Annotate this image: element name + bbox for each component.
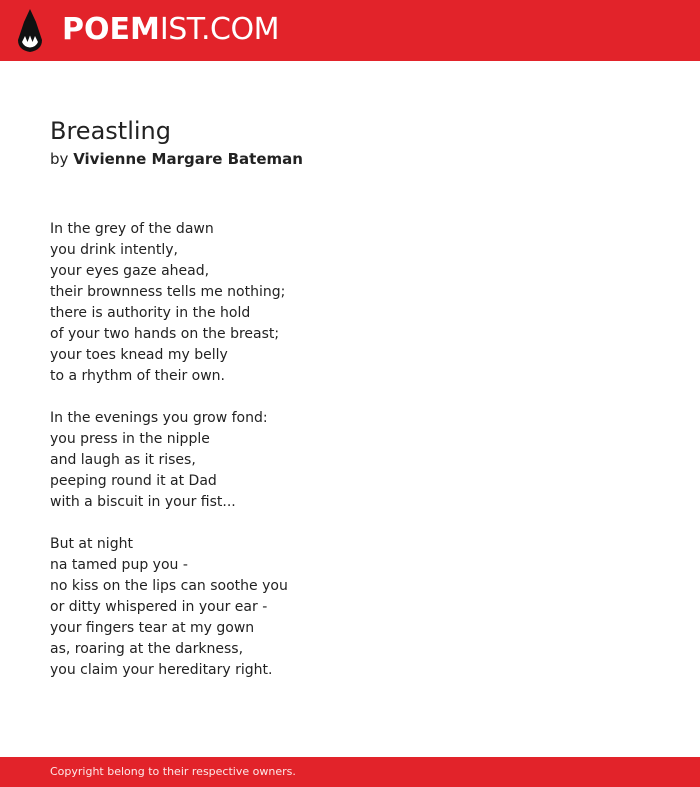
copyright-text: Copyright belong to their respective owners. xyxy=(50,765,296,778)
logo-light-text: IST.COM xyxy=(159,12,279,47)
poem-line: In the evenings you grow fond: xyxy=(50,410,268,426)
stanza-1 xyxy=(50,219,650,387)
logo-bold-text: POEM xyxy=(62,12,160,47)
poem-line: In the grey of the dawn xyxy=(50,221,214,237)
stanza-3 xyxy=(50,534,650,681)
pencil-logo-icon[interactable] xyxy=(16,9,44,52)
poem-title: Breastling xyxy=(50,117,171,145)
poem-line: with a biscuit in your fist... xyxy=(50,494,236,510)
poem-line: you claim your hereditary right. xyxy=(50,662,273,678)
poem-line: to a rhythm of their own. xyxy=(50,368,226,384)
poem-line: peeping round it at Dad xyxy=(50,473,217,489)
stanza-2 xyxy=(50,408,650,513)
poem-line: you press in the nipple xyxy=(50,431,210,447)
poem-container xyxy=(50,114,650,681)
poem-line: or ditty whispered in your ear - xyxy=(50,599,268,615)
by-label: by xyxy=(50,150,69,168)
byline xyxy=(50,148,650,170)
poem-line: your toes knead my belly xyxy=(50,347,228,363)
poem-line: and laugh as it rises, xyxy=(50,452,196,468)
poem-line: na tamed pup you - xyxy=(50,557,188,573)
site-footer xyxy=(0,757,700,787)
poem-line: you drink intently, xyxy=(50,242,178,258)
poem-line: no kiss on the lips can soothe you xyxy=(50,578,288,594)
site-logo[interactable] xyxy=(62,12,279,48)
poem-body xyxy=(50,219,650,681)
poem-line: of your two hands on the breast; xyxy=(50,326,280,342)
poem-line: there is authority in the hold xyxy=(50,305,251,321)
site-header xyxy=(0,0,700,61)
poem-line: your eyes gaze ahead, xyxy=(50,263,210,279)
poem-line: But at night xyxy=(50,536,133,552)
author-name: Vivienne Margare Bateman xyxy=(73,150,303,168)
poem-line: their brownness tells me nothing; xyxy=(50,284,286,300)
poem-line: your fingers tear at my gown xyxy=(50,620,255,636)
poem-line: as, roaring at the darkness, xyxy=(50,641,244,657)
